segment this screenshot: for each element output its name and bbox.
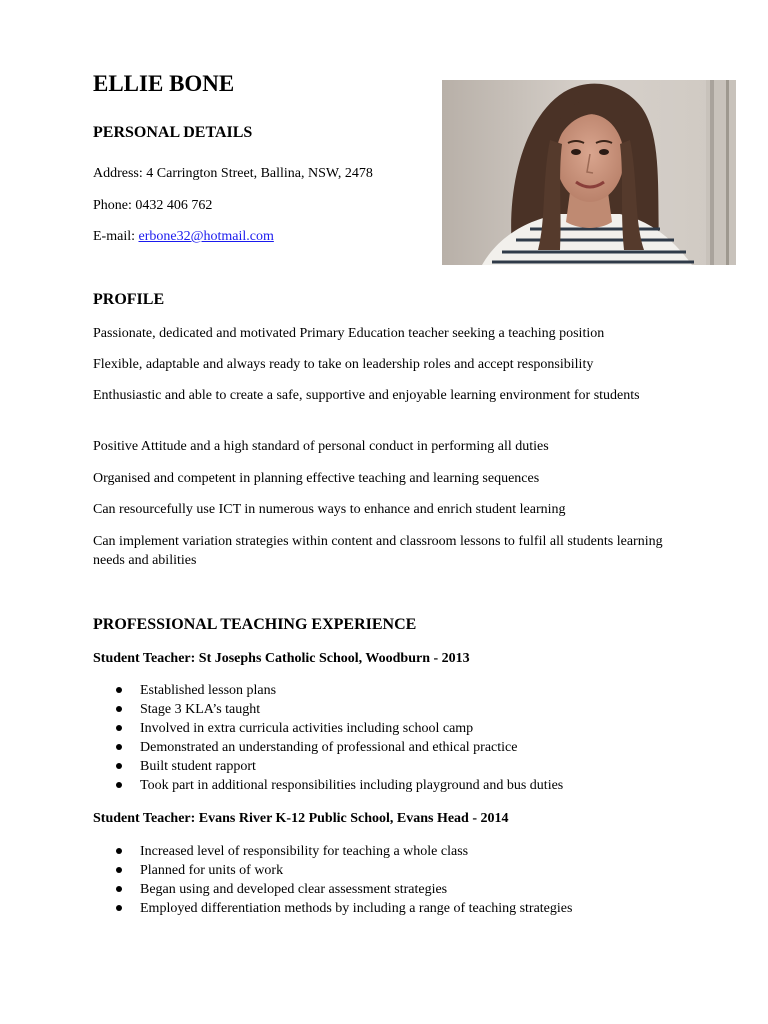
profile-item: Enthusiastic and able to create a safe, supportive and enjoyable learning environment for students: [93, 388, 640, 403]
email-line: [93, 228, 274, 246]
list-item-text: Built student rapport: [140, 759, 256, 774]
phone-line: Phone: 0432 406 762: [93, 198, 213, 213]
list-item-text: Planned for units of work: [140, 863, 284, 878]
list-item: [93, 757, 563, 776]
bullet-icon: [116, 763, 122, 769]
bullet-icon: [116, 886, 122, 892]
bullet-icon: [116, 848, 122, 854]
list-item-text: Demonstrated an understanding of professional and ethical practice: [140, 740, 518, 755]
list-item: [93, 880, 572, 899]
personal-details-heading: PERSONAL DETAILS: [93, 124, 253, 141]
list-item-text: Involved in extra curricula activities including school camp: [140, 721, 474, 736]
list-item-text: Began using and developed clear assessment strategies: [140, 882, 448, 897]
bullet-icon: [116, 725, 122, 731]
bullet-icon: [116, 687, 122, 693]
profile-item: Can implement variation strategies within content and classroom lessons to fulfil all students learning needs and abilities: [93, 534, 663, 568]
profile-item: Positive Attitude and a high standard of personal conduct in performing all duties: [93, 439, 549, 454]
profile-item: Organised and competent in planning effective teaching and learning sequences: [93, 471, 540, 486]
list-item: [93, 842, 572, 861]
bullet-icon: [116, 867, 122, 873]
bullet-icon: [116, 782, 122, 788]
list-item-text: Took part in additional responsibilities including playground and bus duties: [140, 778, 564, 793]
email-link[interactable]: erbone32@hotmail.com: [138, 229, 274, 244]
experience-heading: PROFESSIONAL TEACHING EXPERIENCE: [93, 616, 417, 633]
bullet-icon: [116, 905, 122, 911]
profile-item: Flexible, adaptable and always ready to take on leadership roles and accept responsibility: [93, 357, 594, 372]
email-label: E-mail:: [93, 229, 139, 244]
list-item-text: Employed differentiation methods by including a range of teaching strategies: [140, 901, 573, 916]
list-item: [93, 719, 563, 738]
bullet-icon: [116, 744, 122, 750]
list-item: [93, 681, 563, 700]
candidate-name: ELLIE BONE: [93, 71, 235, 96]
list-item-text: Increased level of responsibility for teaching a whole class: [140, 844, 469, 859]
job-bullet-list: [93, 681, 563, 795]
list-item: [93, 738, 563, 757]
list-item-text: Stage 3 KLA’s taught: [140, 702, 261, 717]
job-title: Student Teacher: St Josephs Catholic School, Woodburn - 2013: [93, 651, 470, 666]
list-item: [93, 700, 563, 719]
list-item: [93, 861, 572, 880]
portrait-photo: [442, 80, 736, 265]
job-bullet-list: [93, 842, 572, 918]
list-item-text: Established lesson plans: [140, 683, 277, 698]
list-item: [93, 776, 563, 795]
bullet-icon: [116, 706, 122, 712]
address-line: Address: 4 Carrington Street, Ballina, NSW, 2478: [93, 166, 373, 181]
profile-item: Passionate, dedicated and motivated Primary Education teacher seeking a teaching position: [93, 326, 605, 341]
list-item: [93, 899, 572, 918]
job-title: Student Teacher: Evans River K-12 Public School, Evans Head - 2014: [93, 811, 509, 826]
profile-heading: PROFILE: [93, 291, 165, 308]
profile-item: Can resourcefully use ICT in numerous ways to enhance and enrich student learning: [93, 502, 566, 517]
